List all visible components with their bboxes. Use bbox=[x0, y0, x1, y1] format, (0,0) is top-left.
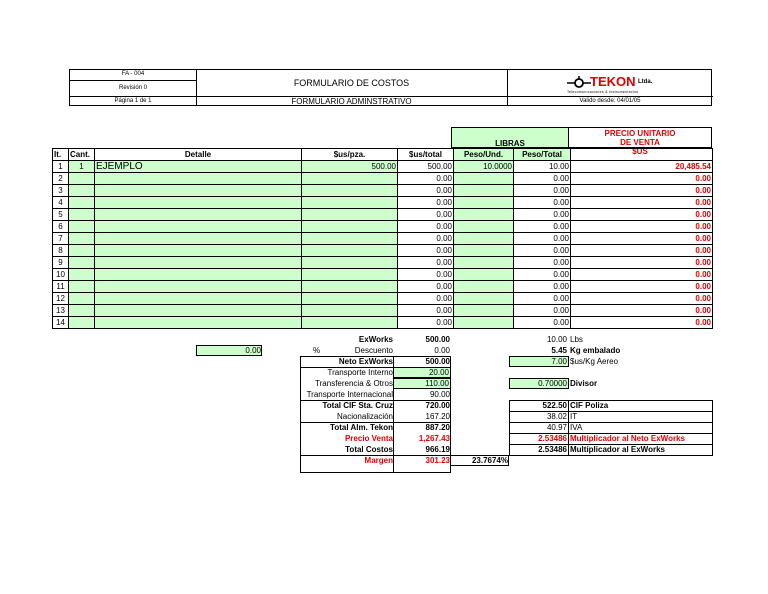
col-header-it: It. bbox=[53, 149, 69, 161]
alm-value: 887.20 bbox=[425, 423, 450, 432]
table-row bbox=[53, 161, 713, 173]
transp-int-input[interactable]: 20.00 bbox=[393, 367, 451, 378]
table-header-row bbox=[53, 149, 713, 161]
cell-peso-total: 0.00 bbox=[514, 233, 571, 245]
cell-detalle[interactable] bbox=[95, 269, 302, 281]
cell-peso-total: 0.00 bbox=[514, 185, 571, 197]
cell-peso-total: 0.00 bbox=[514, 257, 571, 269]
form-header bbox=[69, 69, 712, 106]
iva-label: IVA bbox=[570, 423, 583, 432]
cell-total: 0.00 bbox=[398, 257, 454, 269]
form-title: FORMULARIO DE COSTOS bbox=[293, 78, 410, 88]
cell-total: 0.00 bbox=[398, 209, 454, 221]
cell-peso-und[interactable] bbox=[454, 245, 514, 257]
logo-text: TEKON bbox=[590, 74, 636, 89]
lbs-value: 10.00 bbox=[546, 335, 567, 344]
cell-detalle[interactable] bbox=[95, 197, 302, 209]
cell-precio: 0.00 bbox=[571, 233, 713, 245]
col-header-total: $us/total bbox=[398, 149, 454, 161]
cell-peso-und[interactable] bbox=[454, 269, 514, 281]
table-row bbox=[53, 305, 713, 317]
cell-precio: 0.00 bbox=[571, 293, 713, 305]
table-row bbox=[53, 293, 713, 305]
exworks-value: 500.00 bbox=[425, 335, 450, 344]
table-row bbox=[53, 281, 713, 293]
cell-it: 9 bbox=[53, 257, 69, 269]
cell-pza[interactable] bbox=[302, 317, 398, 329]
cell-detalle[interactable] bbox=[95, 221, 302, 233]
emb-value: 5.45 bbox=[551, 346, 567, 355]
cell-detalle[interactable] bbox=[95, 173, 302, 185]
cell-precio: 0.00 bbox=[571, 317, 713, 329]
cell-peso-total: 0.00 bbox=[514, 173, 571, 185]
table-row bbox=[53, 221, 713, 233]
neto-label: Neto ExWorks bbox=[338, 357, 393, 366]
cell-cant[interactable] bbox=[69, 269, 95, 281]
cell-pza[interactable] bbox=[302, 173, 398, 185]
cell-it: 13 bbox=[53, 305, 69, 317]
cell-cant[interactable]: 1 bbox=[69, 161, 95, 173]
tc-value: 966.19 bbox=[425, 445, 450, 454]
col-header-pza: $us/pza. bbox=[302, 149, 398, 161]
iva-value: 40.97 bbox=[546, 423, 567, 432]
col-header-detalle: Detalle bbox=[95, 149, 302, 161]
cell-it: 6 bbox=[53, 221, 69, 233]
col-header-precio bbox=[571, 149, 713, 161]
precio-unitario-header: PRECIO UNITARIO DE VENTA $US bbox=[568, 127, 712, 148]
alm-label: Total Alm. Tekon bbox=[330, 423, 393, 432]
exworks-label: ExWorks bbox=[358, 335, 393, 344]
mult-ex-label: Multiplicador al ExWorks bbox=[570, 445, 665, 454]
cif-poliza-value: 522.50 bbox=[542, 401, 567, 410]
cell-it: 5 bbox=[53, 209, 69, 221]
cell-total: 0.00 bbox=[398, 305, 454, 317]
col-header-cant: Cant. bbox=[69, 149, 95, 161]
cell-peso-total: 0.00 bbox=[514, 245, 571, 257]
cell-peso-total: 0.00 bbox=[514, 317, 571, 329]
cost-table bbox=[52, 148, 713, 329]
cell-pza[interactable] bbox=[302, 269, 398, 281]
cell-total: 0.00 bbox=[398, 269, 454, 281]
cell-cant[interactable] bbox=[69, 305, 95, 317]
cell-peso-und[interactable]: 10.0000 bbox=[454, 161, 514, 173]
aereo-input[interactable]: 7.00 bbox=[509, 356, 569, 367]
logo-tagline: Telecomunicaciones & Instrumentación bbox=[567, 90, 639, 94]
cell-total: 500.00 bbox=[398, 161, 454, 173]
cell-detalle[interactable] bbox=[95, 305, 302, 317]
cell-detalle[interactable] bbox=[95, 245, 302, 257]
nac-value: 167.20 bbox=[425, 412, 450, 421]
cell-cant[interactable] bbox=[69, 257, 95, 269]
col-header-peso-total: Peso/Total bbox=[514, 149, 571, 161]
libras-header: LIBRAS bbox=[451, 127, 569, 148]
nac-label: Nacionalización bbox=[336, 412, 393, 421]
cell-peso-total: 0.00 bbox=[514, 221, 571, 233]
cell-it: 14 bbox=[53, 317, 69, 329]
mult-neto-label: Multiplicador al Neto ExWorks bbox=[570, 434, 685, 443]
transp-intl-value: 90.00 bbox=[429, 390, 450, 399]
emb-label: Kg embalado bbox=[570, 346, 621, 355]
cell-peso-und[interactable] bbox=[454, 305, 514, 317]
margen-value: 301.23 bbox=[425, 456, 450, 465]
cell-peso-total: 0.00 bbox=[514, 281, 571, 293]
cell-peso-und[interactable] bbox=[454, 197, 514, 209]
cell-cant[interactable] bbox=[69, 197, 95, 209]
cell-peso-und[interactable] bbox=[454, 185, 514, 197]
margen-label: Margen bbox=[364, 456, 393, 465]
pv-value: 1,267.43 bbox=[418, 434, 450, 443]
logo-mark-icon bbox=[567, 76, 591, 90]
cell-total: 0.00 bbox=[398, 245, 454, 257]
cell-peso-total: 0.00 bbox=[514, 305, 571, 317]
descuento-value: 0.00 bbox=[434, 346, 450, 355]
table-row bbox=[53, 209, 713, 221]
cell-precio: 0.00 bbox=[571, 185, 713, 197]
aereo-label: $us/Kg Aereo bbox=[570, 357, 619, 366]
cif-value: 720.00 bbox=[425, 401, 450, 410]
cell-peso-total: 0.00 bbox=[514, 293, 571, 305]
cell-detalle[interactable] bbox=[95, 233, 302, 245]
divisor-input[interactable]: 0.70000 bbox=[509, 378, 569, 389]
cell-precio: 0.00 bbox=[571, 209, 713, 221]
cell-precio: 0.00 bbox=[571, 257, 713, 269]
cell-detalle[interactable] bbox=[95, 257, 302, 269]
cell-it: 8 bbox=[53, 245, 69, 257]
cell-cant[interactable] bbox=[69, 185, 95, 197]
cell-total: 0.00 bbox=[398, 233, 454, 245]
cif-poliza-label: CIF Poliza bbox=[570, 401, 609, 410]
tc-label: Total Costos bbox=[345, 445, 393, 454]
it-value: 38.02 bbox=[546, 412, 567, 421]
form-subtitle: FORMULARIO ADMINSTRATIVO bbox=[291, 97, 412, 106]
cell-peso-und[interactable] bbox=[454, 317, 514, 329]
divisor-label: Divisor bbox=[570, 379, 598, 388]
cell-precio: 0.00 bbox=[571, 305, 713, 317]
tekon-logo bbox=[567, 73, 687, 95]
cell-detalle[interactable] bbox=[95, 317, 302, 329]
table-row bbox=[53, 269, 713, 281]
cell-total: 0.00 bbox=[398, 173, 454, 185]
cell-precio: 0.00 bbox=[571, 281, 713, 293]
cell-detalle[interactable] bbox=[95, 209, 302, 221]
cell-pza[interactable] bbox=[302, 221, 398, 233]
transp-int-label: Transporte Interno bbox=[327, 368, 393, 377]
col-header-peso-und: Peso/Und. bbox=[454, 149, 514, 161]
valid-date: Valido desde: 04/01/05 bbox=[579, 98, 641, 104]
cell-precio: 0.00 bbox=[571, 197, 713, 209]
cell-it: 2 bbox=[53, 173, 69, 185]
cell-it: 12 bbox=[53, 293, 69, 305]
table-row bbox=[53, 173, 713, 185]
cell-it: 10 bbox=[53, 269, 69, 281]
cell-peso-total: 10.00 bbox=[514, 161, 571, 173]
cell-peso-und[interactable] bbox=[454, 173, 514, 185]
transf-input[interactable]: 110.00 bbox=[393, 378, 451, 389]
form-page: Página 1 de 1 bbox=[114, 98, 152, 104]
table-row bbox=[53, 197, 713, 209]
cell-total: 0.00 bbox=[398, 317, 454, 329]
cell-total: 0.00 bbox=[398, 293, 454, 305]
cell-precio: 0.00 bbox=[571, 269, 713, 281]
pv-label: Precio Venta bbox=[344, 434, 393, 443]
cell-detalle[interactable] bbox=[95, 185, 302, 197]
table-row bbox=[53, 185, 713, 197]
transf-label: Transferencia & Otros bbox=[315, 379, 393, 388]
table-row bbox=[53, 317, 713, 329]
neto-value: 500.00 bbox=[425, 357, 450, 366]
cell-cant[interactable] bbox=[69, 317, 95, 329]
cell-peso-und[interactable] bbox=[454, 293, 514, 305]
lbs-label: Lbs bbox=[570, 335, 583, 344]
cell-peso-total: 0.00 bbox=[514, 209, 571, 221]
cell-total: 0.00 bbox=[398, 197, 454, 209]
transp-intl-label: Transporte Internacional bbox=[306, 390, 393, 399]
cell-detalle[interactable] bbox=[95, 293, 302, 305]
logo-suffix: Ltda. bbox=[638, 79, 653, 85]
cell-peso-total: 0.00 bbox=[514, 269, 571, 281]
descuento-input[interactable]: 0.00 bbox=[196, 345, 262, 356]
cell-pza[interactable] bbox=[302, 281, 398, 293]
cell-pza[interactable] bbox=[302, 245, 398, 257]
cell-precio: 0.00 bbox=[571, 173, 713, 185]
pct-label: % bbox=[313, 346, 321, 355]
cell-cant[interactable] bbox=[69, 293, 95, 305]
cell-total: 0.00 bbox=[398, 185, 454, 197]
mult-ex-value: 2.53486 bbox=[538, 445, 567, 454]
cell-peso-und[interactable] bbox=[454, 281, 514, 293]
cell-cant[interactable] bbox=[69, 209, 95, 221]
cell-pza[interactable] bbox=[302, 293, 398, 305]
table-row bbox=[53, 245, 713, 257]
cell-precio: 0.00 bbox=[571, 221, 713, 233]
cell-precio: 0.00 bbox=[571, 245, 713, 257]
cell-total: 0.00 bbox=[398, 221, 454, 233]
cell-pza[interactable] bbox=[302, 197, 398, 209]
descuento-label: Descuento bbox=[354, 346, 393, 355]
cell-peso-und[interactable] bbox=[454, 257, 514, 269]
cell-precio: 20,485.54 bbox=[571, 161, 713, 173]
cell-pza[interactable] bbox=[302, 305, 398, 317]
cell-cant[interactable] bbox=[69, 233, 95, 245]
cell-cant[interactable] bbox=[69, 245, 95, 257]
table-row bbox=[53, 233, 713, 245]
cell-cant[interactable] bbox=[69, 221, 95, 233]
table-row bbox=[53, 257, 713, 269]
form-code: FA - 004 bbox=[121, 71, 145, 77]
cell-it: 7 bbox=[53, 233, 69, 245]
cell-pza[interactable] bbox=[302, 185, 398, 197]
cell-peso-und[interactable] bbox=[454, 233, 514, 245]
cell-total: 0.00 bbox=[398, 281, 454, 293]
cell-peso-und[interactable] bbox=[454, 221, 514, 233]
margen-pct-box: 23.7674% bbox=[450, 455, 509, 466]
cell-pza[interactable] bbox=[302, 209, 398, 221]
mult-neto-value: 2.53486 bbox=[538, 434, 567, 443]
cell-pza[interactable]: 500.00 bbox=[302, 161, 398, 173]
cif-label: Total CIF Sta. Cruz bbox=[322, 401, 393, 410]
cell-pza[interactable] bbox=[302, 233, 398, 245]
cell-it: 3 bbox=[53, 185, 69, 197]
cell-detalle[interactable]: EJEMPLO bbox=[95, 161, 302, 173]
cell-peso-und[interactable] bbox=[454, 209, 514, 221]
cell-cant[interactable] bbox=[69, 281, 95, 293]
cell-it: 4 bbox=[53, 197, 69, 209]
cell-it: 1 bbox=[53, 161, 69, 173]
cell-cant[interactable] bbox=[69, 173, 95, 185]
cell-it: 11 bbox=[53, 281, 69, 293]
form-revision: Revisión 0 bbox=[118, 85, 147, 91]
cell-pza[interactable] bbox=[302, 257, 398, 269]
cell-peso-total: 0.00 bbox=[514, 197, 571, 209]
it-label: IT bbox=[570, 412, 578, 421]
cell-detalle[interactable] bbox=[95, 281, 302, 293]
